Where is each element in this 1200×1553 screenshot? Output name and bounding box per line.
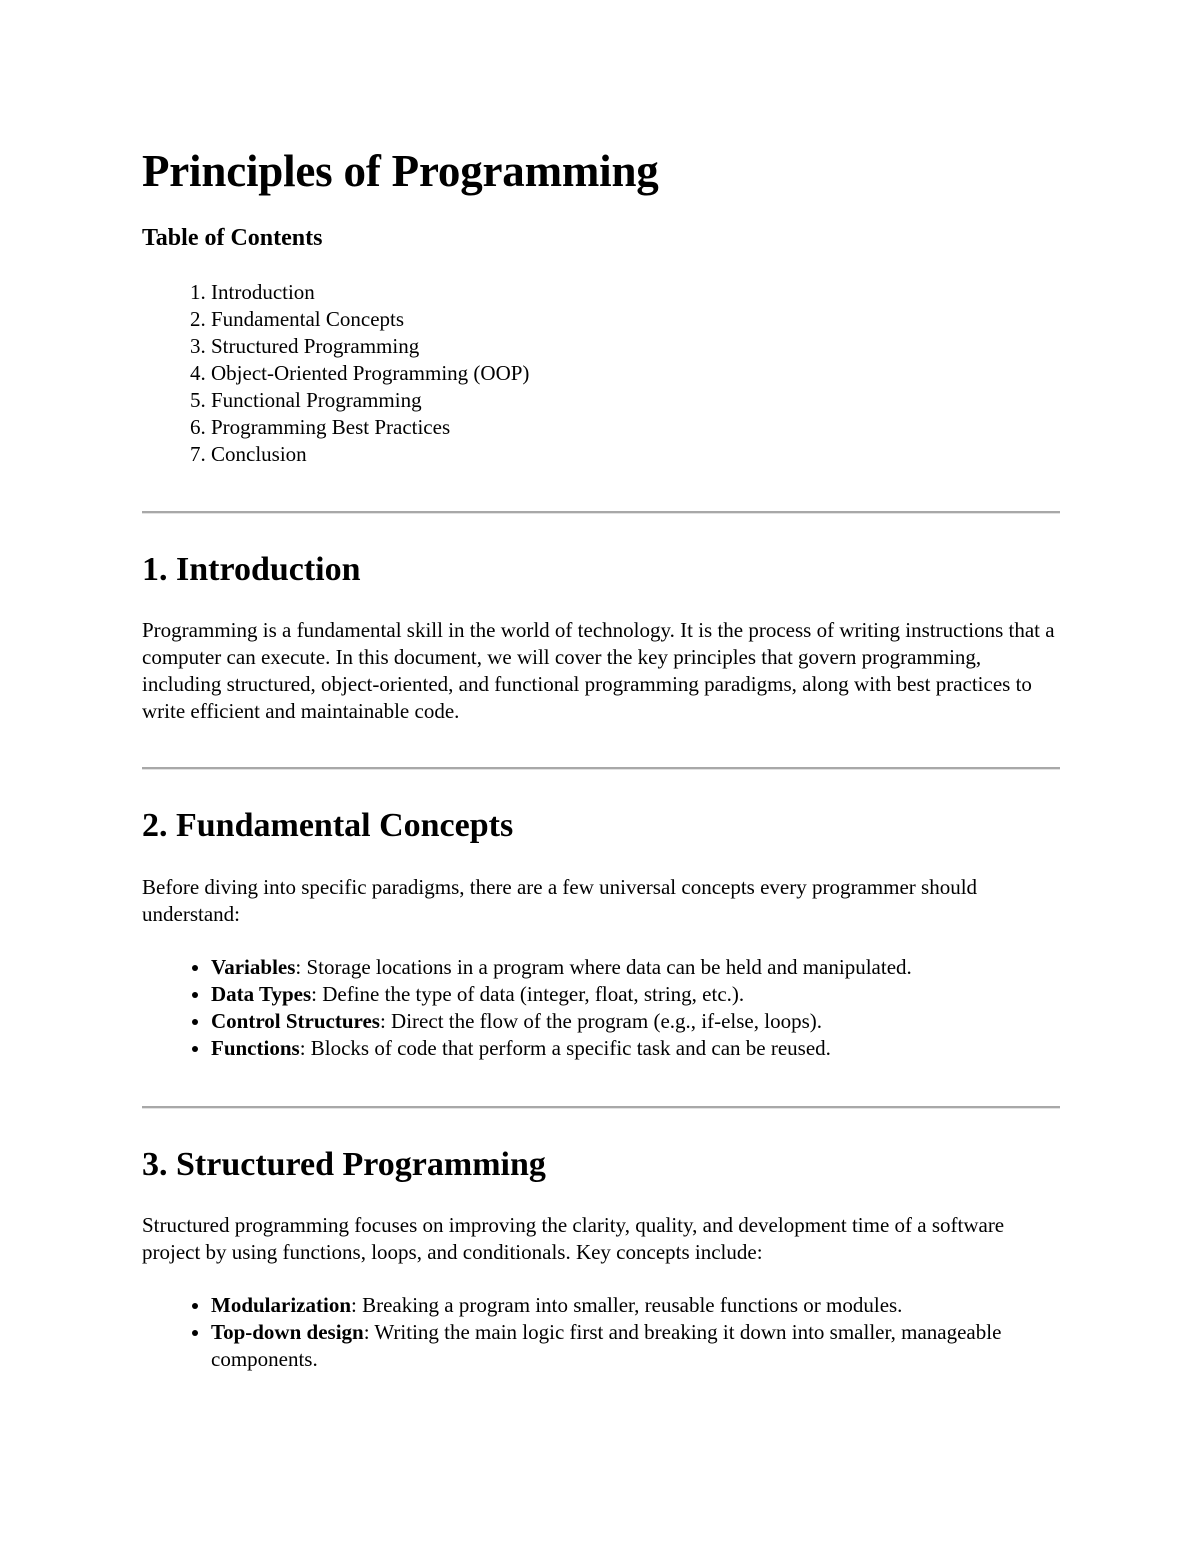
structured-programming-list: [142, 1292, 1060, 1373]
section-heading-fundamental-concepts: 2. Fundamental Concepts: [142, 807, 514, 844]
bullet-term: Data Types: [211, 982, 312, 1006]
section-divider: [142, 511, 1060, 514]
document-title: Principles of Programming: [142, 146, 659, 196]
bullet-term: Top-down design: [211, 1320, 364, 1344]
bullet-text: : Blocks of code that perform a specific task and can be reused.: [299, 1036, 831, 1060]
toc-item-oop: 4. Object-Oriented Programming (OOP): [211, 360, 1060, 387]
bullet-text: : Breaking a program into smaller, reusable functions or modules.: [351, 1293, 903, 1317]
section-heading-structured-programming: 3. Structured Programming: [142, 1146, 546, 1183]
list-item: [211, 981, 1060, 1008]
section-divider: [142, 767, 1060, 770]
bullet-text: : Define the type of data (integer, float, string, etc.).: [311, 982, 745, 1006]
bullet-text: : Storage locations in a program where data can be held and manipulated.: [295, 955, 912, 979]
list-item: [211, 1319, 1060, 1373]
list-item: [211, 1035, 1060, 1062]
toc-item-functional-programming: 5. Functional Programming: [211, 387, 1060, 414]
toc-item-structured-programming: 3. Structured Programming: [211, 333, 1060, 360]
bullet-term: Control Structures: [211, 1009, 380, 1033]
toc-item-fundamental-concepts: 2. Fundamental Concepts: [211, 306, 1060, 333]
bullet-term: Functions: [211, 1036, 300, 1060]
toc-item-introduction: 1. Introduction: [211, 279, 1060, 306]
introduction-paragraph: Programming is a fundamental skill in the world of technology. It is the process of writing instructions that a computer can execute. In this document, we will cover the key principles that govern programming, including structured, object-oriented, and functional programming paradigms, along with best practices to write efficient and maintainable code.: [142, 618, 1055, 723]
structured-programming-paragraph: Structured programming focuses on improving the clarity, quality, and development time of a software project by using functions, loops, and conditionals. Key concepts include:: [142, 1213, 1005, 1264]
document-page: [142, 140, 1060, 1373]
fundamental-concepts-list: [142, 954, 1060, 1062]
section-heading-introduction: 1. Introduction: [142, 551, 361, 588]
fundamental-concepts-paragraph: Before diving into specific paradigms, there are a few universal concepts every programmer should understand:: [142, 875, 978, 926]
bullet-term: Modularization: [211, 1293, 351, 1317]
toc-item-best-practices: 6. Programming Best Practices: [211, 414, 1060, 441]
bullet-term: Variables: [211, 955, 296, 979]
bullet-text: : Direct the flow of the program (e.g., if-else, loops).: [379, 1009, 822, 1033]
toc-heading: Table of Contents: [142, 225, 323, 251]
bullet-text: : Writing the main logic first and breaking it down into smaller, manageable components.: [211, 1320, 1002, 1371]
list-item: [211, 1292, 1060, 1319]
list-item: [211, 1008, 1060, 1035]
table-of-contents: [142, 279, 1060, 468]
toc-item-conclusion: 7. Conclusion: [211, 441, 1060, 468]
section-divider: [142, 1106, 1060, 1109]
list-item: [211, 954, 1060, 981]
